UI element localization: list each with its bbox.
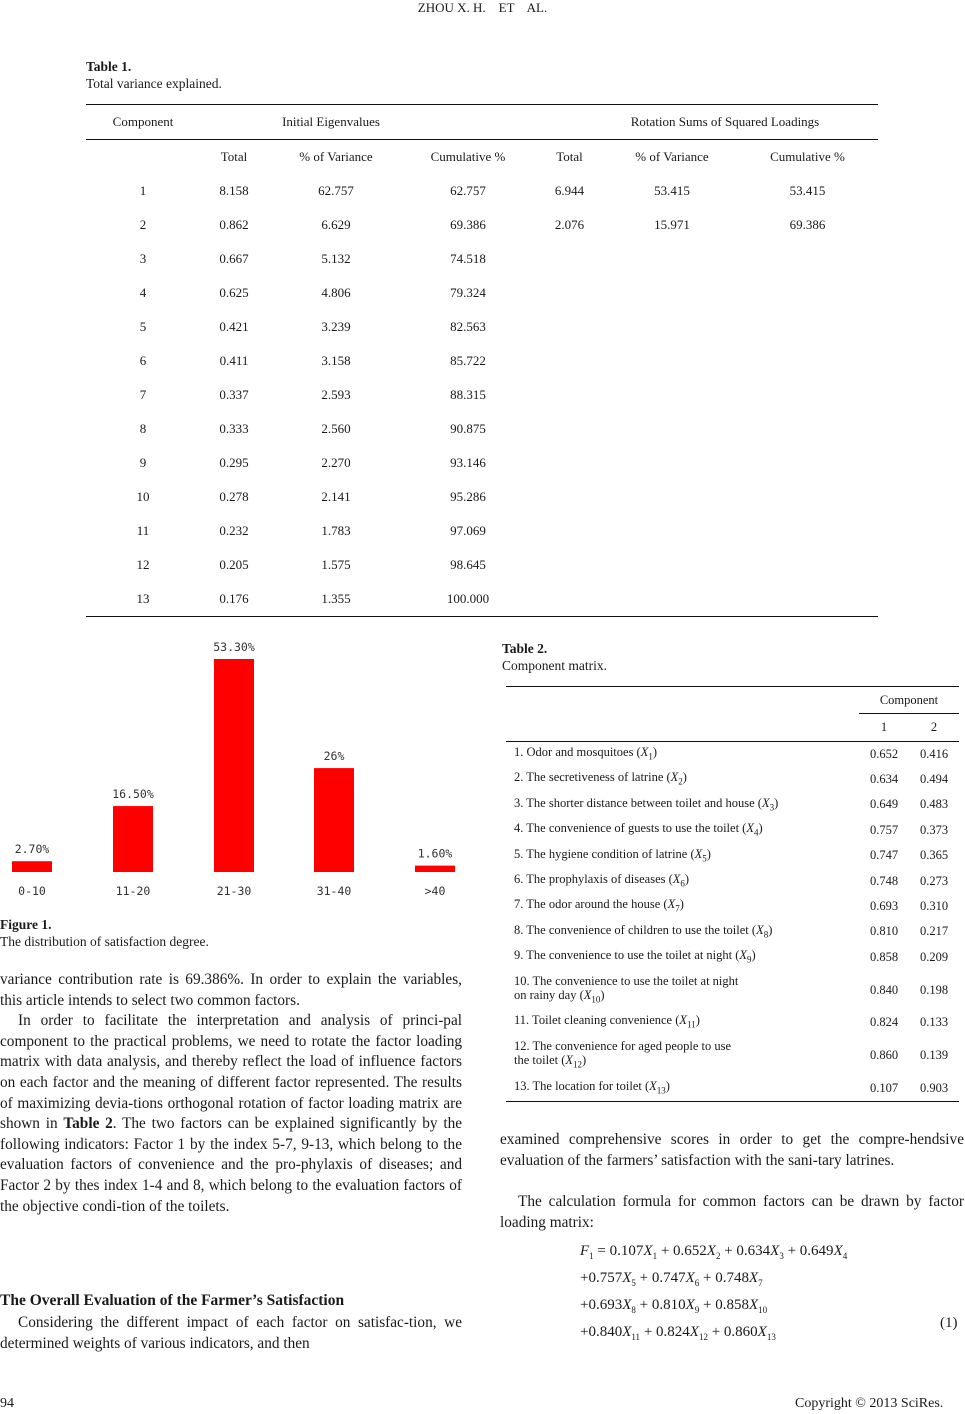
table2-loading-value: 0.840	[869, 982, 899, 997]
table2-col-label: 1	[880, 719, 888, 734]
table2-loading-value: 0.483	[919, 797, 949, 812]
table2-row-label: 7. The odor around the house $(X_7)$	[514, 897, 684, 914]
table1-cell	[532, 310, 607, 344]
category-label: 0-10	[18, 884, 46, 898]
table1-cell: 0.278	[219, 489, 249, 504]
table1-cell	[532, 412, 607, 446]
table1-cell: 6	[139, 353, 147, 368]
table2-loading-value: 0.824	[869, 1015, 899, 1030]
table2-row-label: 4. The convenience of guests to use the toilet $(X_4)$	[514, 821, 763, 838]
table1-header-rotation: Rotation Sums of Squared Loadings	[532, 105, 878, 140]
table2-row	[506, 894, 959, 919]
formula-line: $+0.693X_8 + 0.810X_9 + 0.858X_{10}$	[580, 1297, 768, 1315]
table2-row-label: 8. The convenience of children to use the toilet $(X_8)$	[514, 922, 773, 940]
category-label: 21-30	[216, 884, 252, 898]
left-paragraph-2-text: In order to facilitate the interpretation and analysis of princi-pal component to the practical problems, we need to rotate the factor loading matrix with data analysis, and thereby reflect the load of influence factors on each factor and the meaning of different factor represented. The results of maximizing devia-tions orthogonal rotation of factor loading matrix are shown in	[0, 1012, 462, 1133]
table2-loading-value: 0.217	[919, 924, 949, 939]
table2-row-label: 13. The location for toilet $(X_{13})$	[506, 1075, 859, 1101]
table2-loading-value: 0.747	[869, 848, 899, 863]
page-number: 94	[0, 1396, 14, 1411]
table1-title: Table 1.	[86, 59, 132, 74]
table2-loading-value: 0.494	[919, 772, 949, 787]
table1-row	[86, 208, 878, 242]
bar->40	[415, 866, 455, 872]
factor-formula	[580, 1240, 880, 1348]
table1-cell	[532, 276, 607, 310]
table1-cell: 6.944	[554, 183, 585, 198]
bar-value-label: 53.30%	[213, 640, 255, 654]
table2-row	[506, 741, 959, 767]
table1-cell: 0.205	[219, 557, 249, 572]
table1-cell	[532, 548, 607, 582]
table2-row-label: 5. The hygiene condition of latrine $(X_5)$	[514, 846, 711, 863]
table2-loading-value: 0.858	[869, 949, 899, 964]
table1-cell: 74.518	[450, 251, 486, 266]
running-header: ZHOU X. H. ET AL.	[417, 0, 548, 15]
table2-row-label: 12. The convenience for aged people to use the toilet $(X_{12})$	[514, 1039, 732, 1070]
table1-cell: 1.355	[268, 582, 404, 617]
table2-loading-value: 0.693	[869, 899, 899, 914]
table1-cell	[607, 480, 737, 514]
table1-caption: Total variance explained.	[86, 76, 222, 91]
table1-subheader: Cumulative %	[404, 140, 532, 175]
table1-cell	[737, 514, 878, 548]
table1-cell	[532, 480, 607, 514]
table1-cell: 0.625	[219, 285, 249, 300]
table1-cell: 8.158	[219, 183, 249, 198]
table2-row	[506, 868, 959, 893]
table1-cell: 90.875	[450, 421, 486, 436]
table1-cell: 0.337	[219, 387, 249, 402]
bar-0-10	[12, 861, 52, 872]
table2-loading-value: 0.310	[919, 899, 949, 914]
right-paragraph-1: examined comprehensive scores in order to get the compre-hendsive evaluation of the farmers’ satisfaction with the sani-tary latrines.	[500, 1131, 964, 1169]
table1-cell	[737, 548, 878, 582]
table2-row	[506, 970, 959, 1010]
table2-loading-value: 0.107	[859, 1075, 909, 1101]
table1-cell: 0.333	[219, 421, 249, 436]
table1-cell	[737, 344, 878, 378]
table1-row	[86, 344, 878, 378]
table2-loading-value: 0.748	[869, 873, 899, 888]
table2-row	[506, 1075, 959, 1101]
table2-loading-value: 0.652	[859, 741, 909, 767]
table1-cell: 0.295	[219, 455, 249, 470]
table2-row	[506, 919, 959, 944]
formula-line: $F_1 = 0.107X_1 + 0.652X_2 + 0.634X_3 + 0.649X_4$	[580, 1243, 848, 1261]
table1-cell: 2.141	[321, 489, 351, 504]
table1-cell	[607, 446, 737, 480]
table2-body	[506, 741, 959, 1101]
table1-cell	[737, 582, 878, 617]
table2-loading-value: 0.757	[869, 822, 899, 837]
table2-row	[506, 1010, 959, 1035]
table2-row	[506, 767, 959, 792]
table2-loading-value: 0.139	[919, 1047, 949, 1062]
table2-col-label: 2	[930, 719, 938, 734]
table2-row-label: 2. The secretiveness of latrine $(X_2)$	[514, 770, 687, 787]
table1-cell: 5.132	[321, 251, 351, 266]
table1-cell: 2	[139, 217, 147, 232]
table1-header-initial: Initial Eigenvalues	[200, 105, 532, 140]
table1-cell	[737, 378, 878, 412]
table1-cell: 1.575	[321, 557, 351, 572]
table1-row	[86, 514, 878, 548]
category-label: 11-20	[115, 884, 151, 898]
table1-cell: 88.315	[450, 387, 486, 402]
table1-cell: 53.415	[654, 183, 690, 198]
table1-cell: 11	[136, 523, 150, 538]
table2-col-label-row	[506, 714, 959, 742]
table2-loading-value: 0.198	[919, 982, 949, 997]
formula-line: $+0.840X_{11} + 0.824X_{12} + 0.860X_{13}$	[580, 1324, 776, 1342]
table2-row-label: 10. The convenience to use the toilet at night on rainy day $(X_{10})$	[514, 973, 739, 1005]
table1-row	[86, 412, 878, 446]
table1-row	[86, 582, 878, 617]
table1-cell: 0.232	[219, 523, 249, 538]
table2-loading-value: 0.416	[909, 741, 959, 767]
table2-loading-value: 0.273	[919, 873, 949, 888]
table1-cell: 0.176	[200, 582, 268, 617]
table2-loading-value: 0.649	[869, 797, 899, 812]
table1-cell: 8	[139, 421, 147, 436]
table2-row-label: 6. The prophylaxis of diseases $(X_6)$	[514, 871, 690, 889]
table1-cell	[607, 412, 737, 446]
table2-row	[506, 1035, 959, 1075]
table1-cell: 85.722	[450, 353, 486, 368]
table1-cell: 0.421	[219, 319, 249, 334]
table1-subheader: % of Variance	[268, 140, 404, 175]
table1-cell	[607, 344, 737, 378]
left-paragraph-3: Considering the different impact of each factor on satisfac-tion, we determined weights of various indicators, and then	[0, 1314, 462, 1352]
table2-row-label: 11. Toilet cleaning convenience $(X_{11})$	[514, 1013, 700, 1030]
table1-cell	[532, 378, 607, 412]
table1-cell: 62.757	[450, 183, 486, 198]
table2-caption: Component matrix.	[502, 658, 607, 673]
table1-row	[86, 480, 878, 514]
table2-row-label: 3. The shorter distance between toilet and house $(X_3)$	[514, 795, 779, 813]
equation-number: (1)	[940, 1315, 958, 1331]
table1-cell	[607, 514, 737, 548]
bar-value-label: 2.70%	[14, 842, 50, 857]
table1-cell	[532, 446, 607, 480]
category-label: 31-40	[316, 884, 352, 898]
table1-cell	[532, 582, 607, 617]
formula-line: $+0.757X_5 + 0.747X_6 + 0.748X_7$	[580, 1270, 763, 1288]
table1-cell: 10	[136, 489, 150, 504]
table2-loading-value: 0.133	[919, 1015, 949, 1030]
table2-title: Table 2.	[502, 641, 548, 656]
table2-row-label: 9. The convenience to use the toilet at night $(X_9)$	[514, 948, 756, 965]
table1-cell: 82.563	[450, 319, 486, 334]
bar-21-30	[214, 659, 254, 872]
table1-row	[86, 310, 878, 344]
table1-subheader: % of Variance	[607, 140, 737, 175]
figure1-title: Figure 1.	[0, 917, 52, 932]
table2-loading-value: 0.634	[869, 772, 899, 787]
table2-header-component: Component	[859, 687, 959, 714]
table1-sub-header-row	[86, 140, 878, 175]
table1-cell: 2.270	[321, 455, 351, 470]
table1-cell	[607, 378, 737, 412]
table1-cell: 3.239	[321, 319, 351, 334]
table1-cell	[607, 548, 737, 582]
table1-cell: 13	[86, 582, 200, 617]
table1-cell: 53.415	[789, 183, 826, 198]
table2-row	[506, 818, 959, 843]
bar-value-label: 16.50%	[112, 787, 154, 802]
bar-value-label: 1.60%	[417, 846, 453, 861]
table2-loading-value: 0.373	[919, 822, 949, 837]
table2-loading-value: 0.903	[909, 1075, 959, 1101]
table1	[86, 104, 878, 617]
table1-group-header-row	[86, 105, 878, 140]
table1-cell: 5	[139, 319, 147, 334]
table1-cell: 0.667	[219, 251, 249, 266]
table2-row	[506, 945, 959, 970]
table2-reference: Table 2	[63, 1115, 113, 1133]
table1-cell: 2.593	[321, 387, 351, 402]
table1-subheader: Total	[532, 140, 607, 175]
table1-cell: 12	[136, 557, 150, 572]
table1-cell: 98.645	[450, 557, 486, 572]
table1-cell: 0.411	[219, 353, 249, 368]
table1-cell: 4	[139, 285, 147, 300]
table1-row	[86, 378, 878, 412]
table1-cell: 62.757	[318, 183, 354, 198]
table1-cell	[532, 344, 607, 378]
table1-row	[86, 548, 878, 582]
table1-cell: 2.076	[554, 217, 585, 232]
left-column-text	[0, 970, 462, 1217]
table1-cell: 4.806	[321, 285, 351, 300]
table1-subheader: Total	[200, 140, 268, 175]
table1-row	[86, 276, 878, 310]
table1-row	[86, 242, 878, 276]
bar-31-40	[314, 768, 354, 872]
category-label: >40	[424, 884, 446, 898]
right-paragraph-2: The calculation formula for common factors can be drawn by factor loading matrix:	[500, 1193, 964, 1231]
table1-cell	[737, 276, 878, 310]
table1-cell: 6.629	[321, 217, 351, 232]
table2	[506, 686, 959, 1102]
table2-header-row	[506, 687, 959, 714]
table1-cell: 2.560	[321, 421, 351, 436]
table1-row	[86, 446, 878, 480]
table1-cell: 100.000	[404, 582, 532, 617]
table1-cell	[532, 242, 607, 276]
table1-cell: 79.324	[450, 285, 486, 300]
table2-loading-value: 0.810	[869, 924, 899, 939]
table1-cell: 93.146	[450, 455, 486, 470]
table1-cell: 3	[139, 251, 147, 266]
table1-cell: 7	[139, 387, 147, 402]
table1-cell: 1	[139, 183, 147, 198]
table1-cell: 1.783	[321, 523, 351, 538]
table1-cell: 69.386	[450, 217, 486, 232]
table1-cell	[532, 514, 607, 548]
satisfaction-bar-chart	[0, 630, 470, 910]
left-paragraph-1: variance contribution rate is 69.386%. In order to explain the variables, this article intends to select two common factors.	[0, 971, 462, 1009]
bar-11-20	[113, 806, 153, 872]
table1-cell: 97.069	[450, 523, 486, 538]
table2-loading-value: 0.860	[869, 1047, 899, 1062]
table1-cell: 95.286	[450, 489, 486, 504]
table2-loading-value: 0.365	[919, 848, 949, 863]
table1-cell	[607, 276, 737, 310]
table1-body	[86, 174, 878, 617]
left-paragraph-2	[0, 1011, 462, 1217]
table1-cell: 9	[139, 455, 147, 470]
table1-cell	[737, 242, 878, 276]
table1-cell: 0.862	[219, 217, 249, 232]
table1-cell	[737, 480, 878, 514]
table1-cell: 15.971	[654, 217, 690, 232]
table2-row	[506, 792, 959, 817]
table1-cell	[607, 582, 737, 617]
table1-cell	[607, 310, 737, 344]
table1-subheader: Cumulative %	[737, 140, 878, 175]
table1-header-component: Component	[86, 105, 200, 140]
figure1-caption: The distribution of satisfaction degree.	[0, 934, 209, 949]
table1-cell	[737, 412, 878, 446]
table2-row-label: 1. Odor and mosquitoes $(X_1)$	[506, 741, 859, 767]
table1-cell	[607, 242, 737, 276]
table2-row	[506, 843, 959, 868]
table1-cell: 3.158	[321, 353, 351, 368]
left-paragraph-2-text-cont: . The two factors can be explained significantly by the following indicators: Factor 1 by the index 5-7, 9-13, which belong to the evaluation factors of convenience and the pro-phylaxis of diseases; and Factor 2 by thes index 1-4 and 8, which belong to the evaluation factors of the objective condi-tion of the toilets.	[0, 1115, 463, 1215]
table1-row	[86, 174, 878, 208]
table1-cell	[737, 446, 878, 480]
table2-loading-value: 0.209	[919, 949, 949, 964]
table1-cell	[737, 310, 878, 344]
section-heading: The Overall Evaluation of the Farmer’s Satisfaction	[0, 1292, 345, 1309]
bar-value-label: 26%	[323, 749, 345, 764]
table1-cell: 69.386	[789, 217, 826, 232]
copyright: Copyright © 2013 SciRes.	[795, 1396, 944, 1411]
